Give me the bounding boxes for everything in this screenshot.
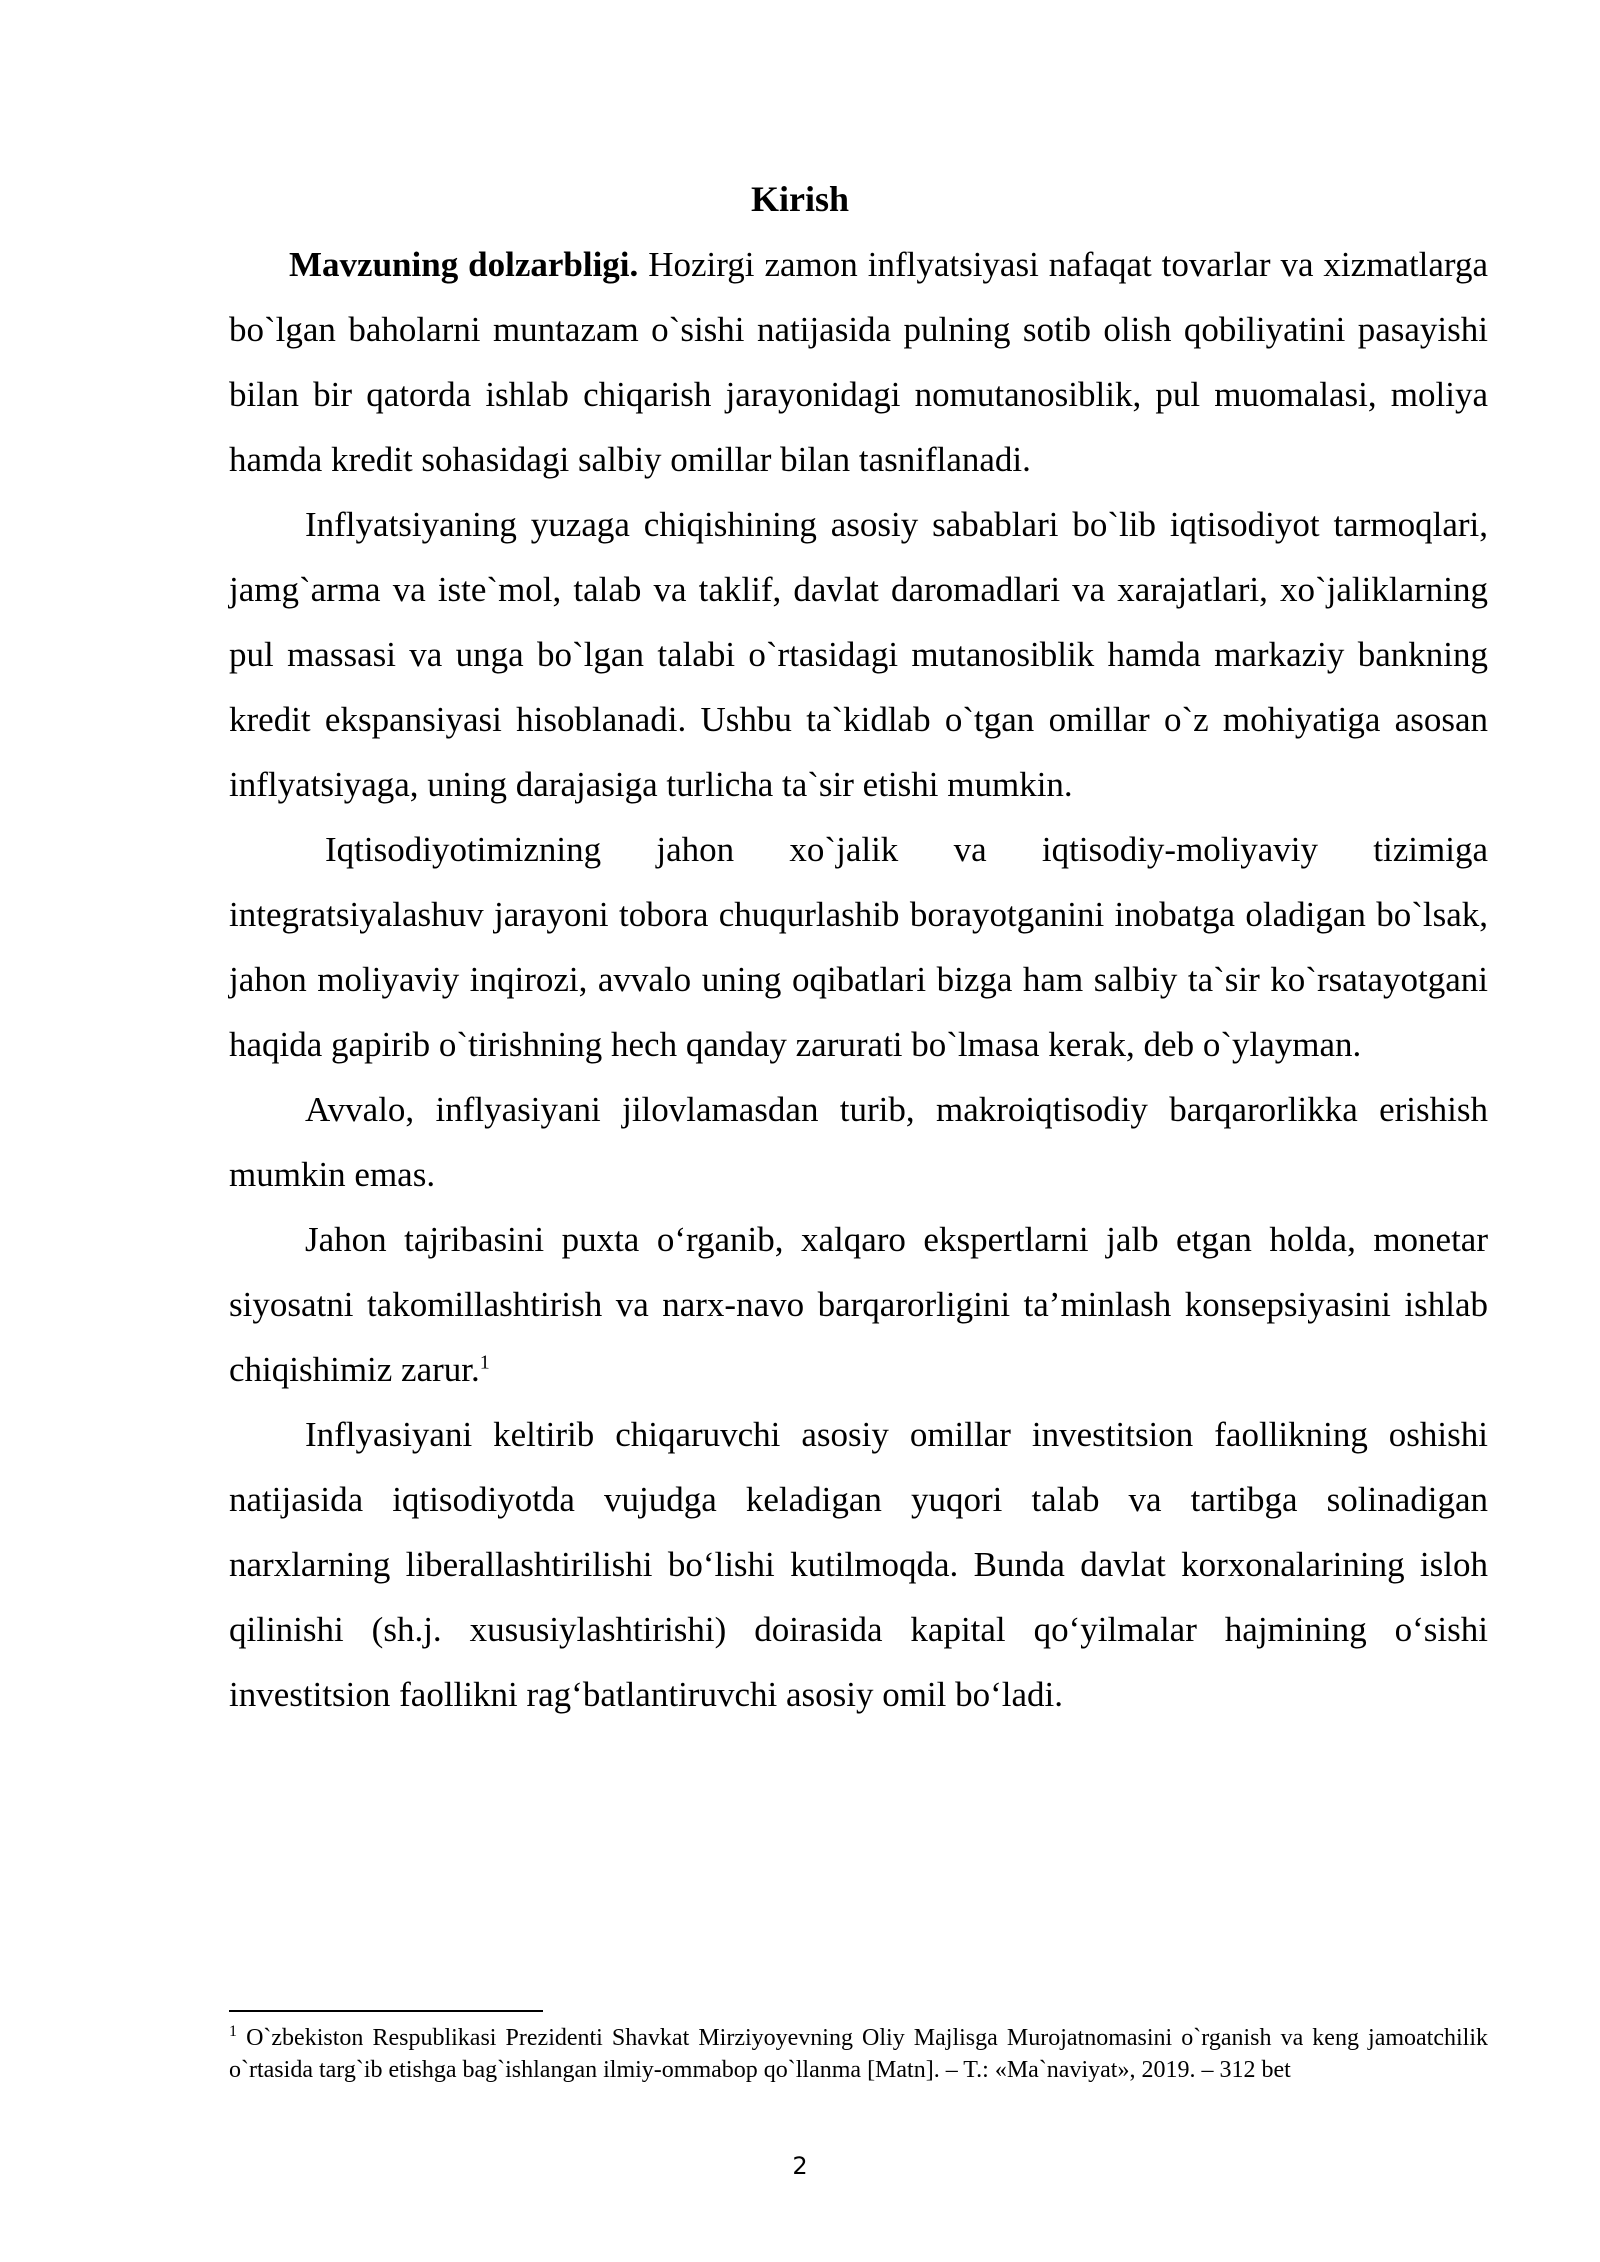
paragraph-text: Jahon tajribasini puxta o‘rganib, xalqaro ekspertlarni jalb etgan holda, monetar siyosatni takomillashtirish va narx-navo barqarorligini ta’minlash konsepsiyasini ishlab chiqishimiz zarur. bbox=[229, 1220, 1488, 1389]
paragraph-inflation-factors bbox=[229, 1402, 1488, 1727]
paragraph-text: Avvalo, inflyasiyani jilovlamasdan turib, makroiqtisodiy barqarorlikka erishish mumkin emas. bbox=[229, 1090, 1488, 1194]
paragraph-text: Inflyasiyani keltirib chiqaruvchi asosiy omillar investitsion faollikning oshishi natijasida iqtisodiyotda vujudga keladigan yuqori talab va tartibga solinadigan narxlarning liberallashtirilishi bo‘lishi kutilmoqda. Bunda davlat korxonalarining isloh qilinishi (sh.j. xususiylashtirishi) doirasida kapital qo‘yilmalar hajmining o‘sishi investitsion faollikni rag‘batlantiruvchi asosiy omil bo‘ladi. bbox=[229, 1415, 1488, 1714]
paragraph-text: Iqtisodiyotimizning jahon xo`jalik va iqtisodiy-moliyaviy tizimiga integratsiyalashuv jarayoni tobora chuqurlashib borayotganini inobatga oladigan bo`lsak, jahon moliyaviy inqirozi, avvalo uning oqibatlari bizga ham salbiy ta`sir ko`rsatayotgani haqida gapirib o`tirishning hech qanday zarurati bo`lmasa kerak, deb o`ylayman. bbox=[229, 830, 1488, 1064]
paragraph-text: Inflyatsiyaning yuzaga chiqishining asosiy sabablari bo`lib iqtisodiyot tarmoqlari, jamg`arma va iste`mol, talab va taklif, davlat daromadlari va xarajatlari, xo`jaliklarning pul massasi va unga bo`lgan talabi o`rtasidagi mutanosiblik hamda markaziy bankning kredit ekspansiyasi hisoblanadi. Ushbu ta`kidlab o`tgan omillar o`z mohiyatiga asosan inflyatsiyaga, uning darajasiga turlicha ta`sir etishi mumkin. bbox=[229, 505, 1488, 804]
body-text bbox=[229, 232, 1488, 1727]
footnote bbox=[229, 2022, 1488, 2086]
paragraph-global-integration bbox=[229, 817, 1488, 1077]
paragraph-lead-heading: Mavzuning dolzarbligi. bbox=[289, 245, 639, 284]
paragraph-monetary-policy bbox=[229, 1207, 1488, 1402]
paragraph-inflation-causes bbox=[229, 492, 1488, 817]
page-title: Kirish bbox=[750, 179, 849, 220]
paragraph-text: Hozirgi zamon inflyatsiyasi nafaqat tovarlar va xizmatlarga bo`lgan baholarni muntazam o`sishi natijasida pulning sotib olish qobiliyatini pasayishi bilan bir qatorda ishlab chiqarish jarayonidagi nomutanosiblik, pul muomalasi, moliya hamda kredit sohasidagi salbiy omillar bilan tasniflanadi. bbox=[229, 245, 1488, 479]
footnote-separator bbox=[229, 2010, 543, 2012]
footnote-reference[interactable]: 1 bbox=[479, 1351, 490, 1374]
paragraph-stability bbox=[229, 1077, 1488, 1207]
paragraph-relevance bbox=[229, 232, 1488, 492]
page-number: 2 bbox=[792, 2152, 808, 2180]
footnote-text: O`zbekiston Respublikasi Prezidenti Shavkat Mirziyoyevning Oliy Majlisga Murojatnomasini o`rganish va keng jamoatchilik o`rtasida targ`ib etishga bag`ishlangan ilmiy-ommabop qo`llanma [Matn]. – T.: «Ma`naviyat», 2019. – 312 bet bbox=[229, 2025, 1488, 2083]
footnote-marker: 1 bbox=[229, 2023, 237, 2040]
